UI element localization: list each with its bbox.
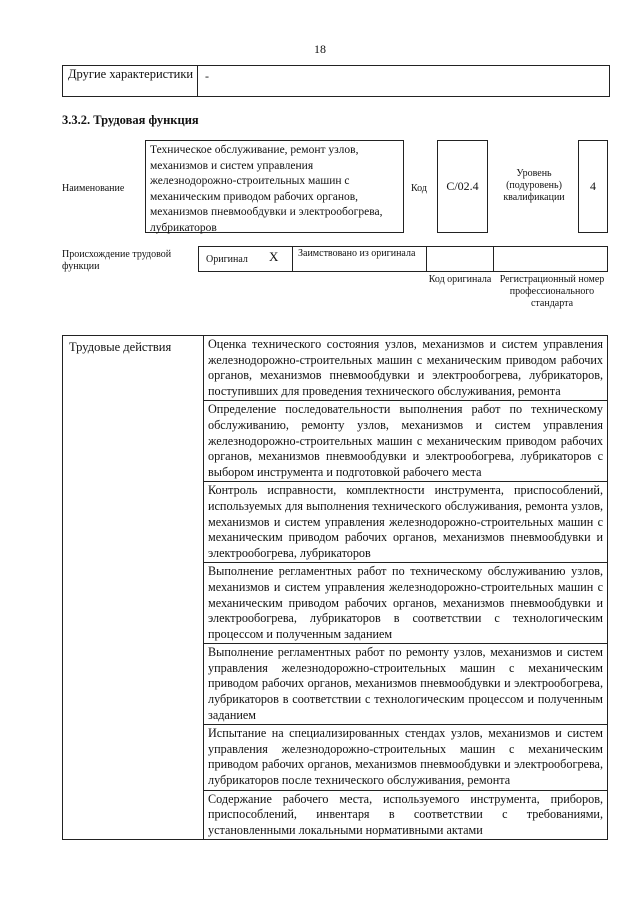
function-name-label: Наименование	[62, 183, 125, 194]
qualification-level	[578, 140, 608, 233]
origin-code-caption: Код оригинала	[428, 274, 492, 285]
labor-actions-table	[62, 335, 608, 840]
origin-original-cell	[198, 246, 293, 272]
origin-label: Происхождение трудовой функции	[62, 249, 172, 272]
other-characteristics-label-cell	[63, 66, 198, 96]
labor-actions-list	[203, 336, 607, 839]
qualification-level-value: 4	[590, 179, 596, 193]
origin-original-mark: X	[269, 249, 279, 264]
function-name: Техническое обслуживание, ремонт узлов, механизмов и систем управления железнодорожно-строительных машин с механическим приводом рабочих органов, механизмов пневмообдувки и электрообогрева, лубрикаторов	[145, 140, 404, 233]
origin-row	[198, 246, 608, 272]
other-characteristics-table	[62, 65, 610, 97]
origin-reg-number-caption: Регистрационный номер профессионального стандарта	[499, 274, 605, 309]
origin-code-cell	[426, 246, 494, 272]
labor-action-item: Выполнение регламентных работ по ремонту узлов, механизмов и систем управления железнодорожно-строительных машин с механическим приводом рабочих органов, механизмов пневмообдувки и электрообогрева, лубрикаторов в соответствии с технологическим процессом и полученным заданием	[203, 643, 607, 724]
function-code	[437, 140, 488, 233]
labor-action-item: Испытание на специализированных стендах узлов, механизмов и систем управления железнодорожно-строительных машин с механическим приводом рабочих органов, механизмов пневмообдувки и электрообогрева, лубрикаторов после технического обслуживания, ремонта	[203, 724, 607, 789]
other-characteristics-label: Другие характеристики	[68, 67, 194, 81]
page-number: 18	[314, 42, 326, 56]
section-title: 3.3.2. Трудовая функция	[62, 113, 199, 127]
origin-reg-number-cell	[493, 246, 608, 272]
function-code-label: Код	[411, 183, 427, 194]
function-code-value: C/02.4	[446, 179, 479, 193]
labor-actions-label-cell	[63, 336, 204, 839]
labor-action-item: Определение последовательности выполнения работ по техническому обслуживанию, ремонту узлов, механизмов и систем управления железнодорожно-строительных машин с механическим приводом рабочих органов, механизмов пневмообдувки и электрообогрева, лубрикаторов с выбором инструмента и подготовкой рабочего места	[203, 400, 607, 481]
labor-action-item: Выполнение регламентных работ по техническому обслуживанию узлов, механизмов и систем управления железнодорожно-строительных машин с механическим приводом рабочих органов, механизмов пневмообдувки и электрообогрева, лубрикаторов в соответствии с технологическим процессом и полученным заданием	[203, 562, 607, 643]
other-characteristics-value: -	[205, 69, 209, 83]
qualification-level-label: Уровень (подуровень) квалификации	[503, 168, 565, 203]
labor-action-item: Содержание рабочего места, используемого инструмента, приборов, приспособлений, инвентаря в соответствии с требованиями, установленными локальными нормативными актами	[203, 790, 607, 840]
labor-action-item: Контроль исправности, комплектности инструмента, приспособлений, используемых для выполнения технического обслуживания, ремонта узлов, механизмов и систем управления железнодорожно-строительных машин с механическим приводом рабочих органов, механизмов пневмообдувки и электрообогрева, лубрикаторов	[203, 481, 607, 562]
origin-original-label: Оригинал	[206, 254, 248, 265]
labor-actions-label: Трудовые действия	[69, 340, 172, 354]
origin-borrowed-cell	[292, 246, 427, 272]
labor-action-item: Оценка технического состояния узлов, механизмов и систем управления железнодорожно-строительных машин с механическим приводом рабочих органов, механизмов пневмообдувки и электрообогрева, лубрикаторов, поступивших для проведения технического обслуживания, ремонта	[208, 337, 603, 398]
origin-borrowed-label: Заимствовано из оригинала	[298, 248, 416, 259]
